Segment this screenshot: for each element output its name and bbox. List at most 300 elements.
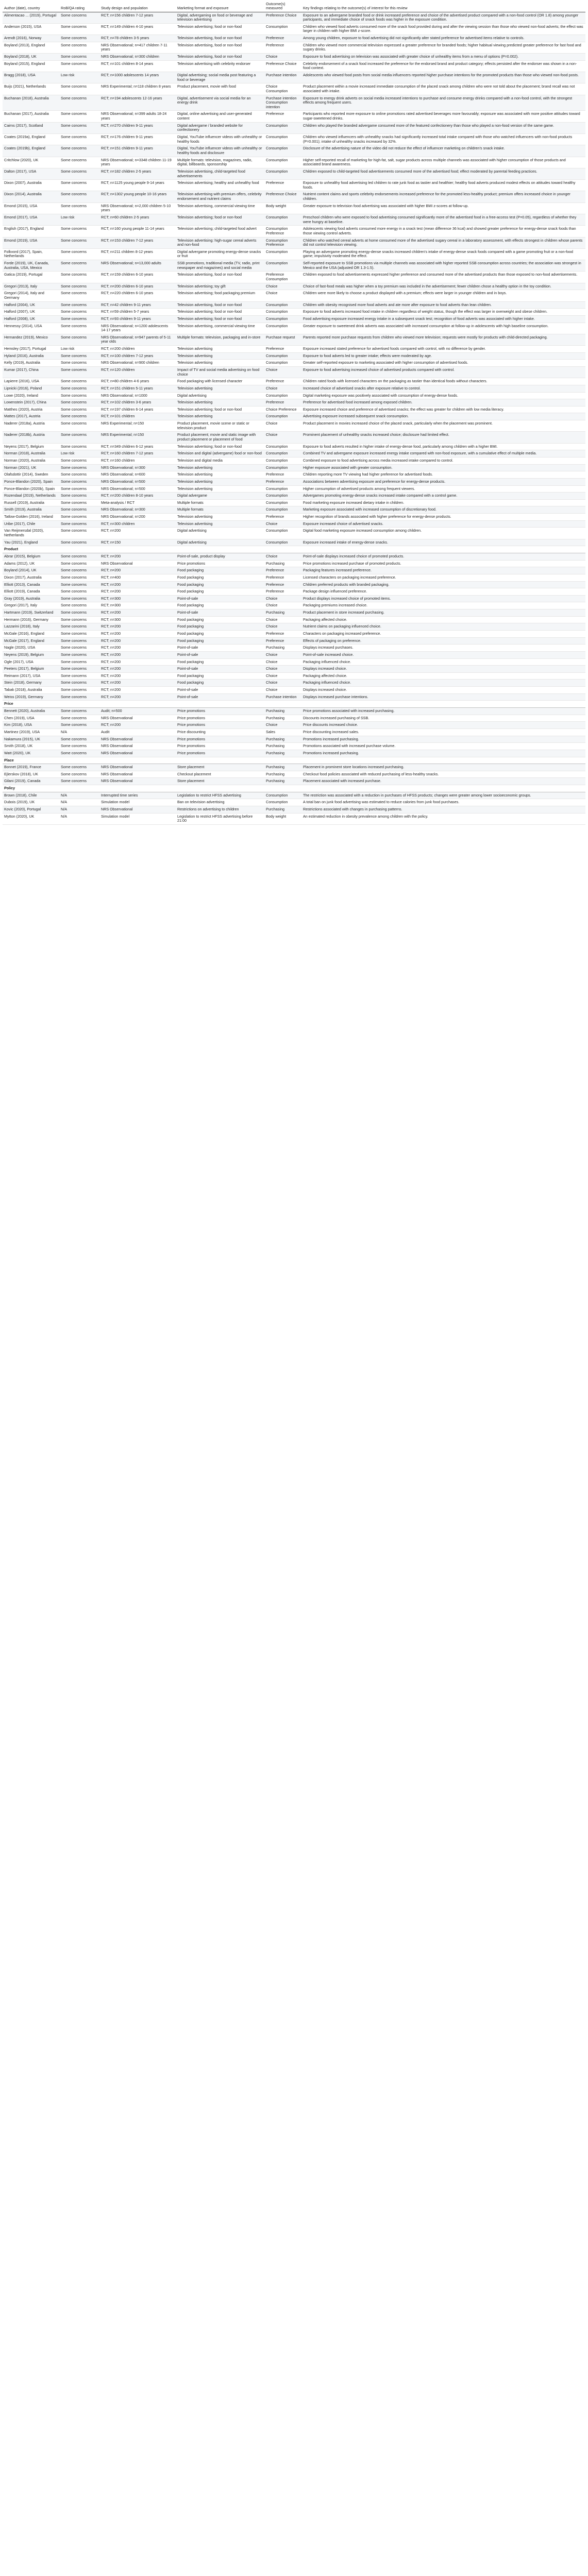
cell-outcome: Preference bbox=[264, 637, 301, 645]
cell-rob: Some concerns bbox=[59, 581, 99, 588]
cell-findings: Displays increased choice. bbox=[301, 666, 585, 673]
cell-outcome: Purchasing bbox=[264, 806, 301, 814]
cell-author: Critchlow (2020), UK bbox=[3, 157, 59, 168]
cell-marketing: Price promotions bbox=[176, 560, 264, 567]
cell-design: RCT; n=220 children 6-10 years bbox=[99, 290, 176, 301]
cell-author: Lowenstein (2017), China bbox=[3, 399, 59, 406]
cell-marketing: Store placement bbox=[176, 764, 264, 771]
cell-rob: Some concerns bbox=[59, 637, 99, 645]
table-row bbox=[3, 728, 585, 736]
cell-findings: Price promotions associated with increased purchasing. bbox=[301, 708, 585, 715]
table-row bbox=[3, 658, 585, 666]
cell-rob: Some concerns bbox=[59, 432, 99, 443]
cell-marketing: Price promotions bbox=[176, 722, 264, 729]
cell-marketing: Checkout placement bbox=[176, 771, 264, 778]
cell-findings: An estimated reduction in obesity prevalence among children with the policy. bbox=[301, 813, 585, 824]
cell-marketing: Television advertising bbox=[176, 471, 264, 479]
cell-outcome: Purchasing bbox=[264, 743, 301, 750]
cell-outcome: Consumption bbox=[264, 485, 301, 493]
page bbox=[0, 1, 588, 2576]
cell-rob: Some concerns bbox=[59, 553, 99, 560]
cell-marketing: Point-of-sale bbox=[176, 651, 264, 658]
cell-findings: Nutrient claims on packaging influenced choice. bbox=[301, 623, 585, 631]
cell-marketing: Point-of-sale bbox=[176, 609, 264, 617]
cell-design: RCT; n=59 children 5-7 years bbox=[99, 309, 176, 316]
cell-outcome: Choice bbox=[264, 367, 301, 378]
cell-outcome: Consumption bbox=[264, 122, 301, 133]
cell-author: Bonnet (2019), France bbox=[3, 764, 59, 771]
cell-findings: Price discounts increased choice. bbox=[301, 722, 585, 729]
cell-rob: Some concerns bbox=[59, 168, 99, 179]
table-row bbox=[3, 323, 585, 334]
cell-author: Arendt (2016), Norway bbox=[3, 35, 59, 42]
cell-outcome: Consumption bbox=[264, 799, 301, 806]
table-row bbox=[3, 35, 585, 42]
cell-design: NRS Observational; n=300 children bbox=[99, 54, 176, 61]
cell-rob: Some concerns bbox=[59, 539, 99, 546]
cell-marketing: Food packaging bbox=[176, 680, 264, 687]
cell-design: RCT; n=300 bbox=[99, 616, 176, 623]
table-row bbox=[3, 666, 585, 673]
cell-author: Boyland (2015), England bbox=[3, 60, 59, 72]
cell-rob: Some concerns bbox=[59, 360, 99, 367]
cell-findings: Packaging affected choice. bbox=[301, 672, 585, 680]
evidence-table bbox=[3, 1, 585, 825]
cell-author: Emond (2019), USA bbox=[3, 237, 59, 248]
cell-author: Halford (2008), UK bbox=[3, 315, 59, 323]
cell-rob: Some concerns bbox=[59, 478, 99, 485]
cell-author: Abrar (2015), Belgium bbox=[3, 553, 59, 560]
cell-design: RCT; n=160 children bbox=[99, 457, 176, 464]
cell-author: Smith (2019), Australia bbox=[3, 506, 59, 514]
cell-design: RCT; n=349 children 6-12 years bbox=[99, 443, 176, 450]
table-row bbox=[3, 413, 585, 420]
cell-design: RCT; n=200 bbox=[99, 528, 176, 539]
cell-findings: Displays increased purchases. bbox=[301, 645, 585, 652]
cell-findings: Price discounting increased sales. bbox=[301, 728, 585, 736]
table-row bbox=[3, 553, 585, 560]
table-row bbox=[3, 616, 585, 623]
cell-marketing: Point-of-sale bbox=[176, 645, 264, 652]
table-row bbox=[3, 145, 585, 157]
cell-rob: Some concerns bbox=[59, 237, 99, 248]
cell-outcome: Preference bbox=[264, 399, 301, 406]
cell-rob: Some concerns bbox=[59, 202, 99, 214]
cell-marketing: Product placement; movie and static image with product placement or placement of food bbox=[176, 432, 264, 443]
cell-author: Dalton (2017), USA bbox=[3, 168, 59, 179]
cell-marketing: Food packaging bbox=[176, 672, 264, 680]
cell-outcome: Consumption bbox=[264, 23, 301, 35]
table-row bbox=[3, 260, 585, 272]
cell-outcome: Choice bbox=[264, 385, 301, 392]
table-row bbox=[3, 630, 585, 637]
cell-findings: Choice of fast-food meals was higher when a toy premium was included in the advertisement; fewer children chose a healthy option in the toy condition. bbox=[301, 283, 585, 290]
table-row bbox=[3, 214, 585, 225]
cell-author: Uribe (2017), Chile bbox=[3, 520, 59, 528]
cell-findings: Children who watched cereal adverts at home consumed more of the advertised sugary cereal in a laboratory assessment, with effects strongest in children whose parents did not control television viewing. bbox=[301, 237, 585, 248]
cell-author: Rozendaal (2019), Netherlands bbox=[3, 493, 59, 500]
cell-rob: Some concerns bbox=[59, 485, 99, 493]
cell-design: RCT; n=1000 adolescents 14 years bbox=[99, 72, 176, 83]
cell-findings: Disclosure of the advertising nature of the video did not reduce the effect of influencer marketing on children's snack intake. bbox=[301, 145, 585, 157]
cell-marketing: Multiple formats: television, magazines, radio, digital, billboards, sponsorship bbox=[176, 157, 264, 168]
cell-design: RCT; n=1125 young people 9-14 years bbox=[99, 180, 176, 191]
cell-marketing: Digital, advergaming on food or beverage and television advertising bbox=[176, 12, 264, 23]
cell-findings: Marketing exposure associated with increased consumption of discretionary food. bbox=[301, 506, 585, 514]
cell-author: Weiss (2019), Germany bbox=[3, 693, 59, 701]
table-row bbox=[3, 360, 585, 367]
cell-marketing: Food packaging with licensed character bbox=[176, 378, 264, 385]
cell-findings: Product placement in movies increased choice of the placed snack, particularly when the placement was prominent. bbox=[301, 420, 585, 432]
cell-outcome: Preference bbox=[264, 346, 301, 353]
cell-outcome: Choice bbox=[264, 672, 301, 680]
cell-design: RCT; n=200 bbox=[99, 623, 176, 631]
cell-marketing: Legislation to restrict HFSS advertising before 21:00 bbox=[176, 813, 264, 824]
cell-author: Gatica (2019), Portugal bbox=[3, 272, 59, 283]
table-row bbox=[3, 799, 585, 806]
cell-outcome: Consumption bbox=[264, 315, 301, 323]
table-row bbox=[3, 406, 585, 413]
group-row bbox=[3, 701, 585, 708]
cell-author: Kumar (2017), China bbox=[3, 367, 59, 378]
cell-author: Dixon (2007), Australia bbox=[3, 180, 59, 191]
cell-rob: Some concerns bbox=[59, 645, 99, 652]
cell-marketing: Television advertising: high-sugar cereal adverts and non-food bbox=[176, 237, 264, 248]
cell-marketing: Food packaging bbox=[176, 581, 264, 588]
cell-author: Boyland (2018), UK bbox=[3, 54, 59, 61]
table-row bbox=[3, 520, 585, 528]
cell-findings: Promotions associated with increased purchase volume. bbox=[301, 743, 585, 750]
cell-marketing: Television advertising bbox=[176, 413, 264, 420]
cell-findings: Adolescents who viewed food posts from social media influencers reported higher purchase intentions for the promoted products than those who viewed non-food posts. bbox=[301, 72, 585, 83]
header-author: Author (date), country bbox=[3, 1, 59, 12]
table-row bbox=[3, 645, 585, 652]
cell-rob: Some concerns bbox=[59, 520, 99, 528]
cell-rob: Some concerns bbox=[59, 111, 99, 122]
cell-outcome: Consumption bbox=[264, 464, 301, 471]
cell-author: Buchanan (2017), Australia bbox=[3, 111, 59, 122]
cell-outcome: Consumption Preference bbox=[264, 226, 301, 237]
cell-design: RCT; n=60 children 2-5 years bbox=[99, 214, 176, 225]
table-row bbox=[3, 778, 585, 785]
cell-rob: Low risk bbox=[59, 450, 99, 457]
cell-marketing: Food packaging bbox=[176, 658, 264, 666]
cell-author: Lipnicki (2016), Poland bbox=[3, 385, 59, 392]
cell-marketing: Television advertising; food or non-food bbox=[176, 315, 264, 323]
cell-outcome: Consumption bbox=[264, 157, 301, 168]
cell-rob: Some concerns bbox=[59, 680, 99, 687]
cell-design: RCT; n=80 children 4-6 years bbox=[99, 378, 176, 385]
cell-outcome: Choice bbox=[264, 687, 301, 694]
cell-author: Dubois (2019), UK bbox=[3, 799, 59, 806]
cell-marketing: Price promotions bbox=[176, 743, 264, 750]
header-findings: Key findings relating to the outcome(s) of interest for this review bbox=[301, 1, 585, 12]
cell-outcome: Preference Choice bbox=[264, 60, 301, 72]
cell-outcome: Preference bbox=[264, 180, 301, 191]
table-row bbox=[3, 83, 585, 95]
cell-rob: Some concerns bbox=[59, 602, 99, 609]
cell-design: Interrupted time series bbox=[99, 792, 176, 799]
cell-findings: Children who viewed influencers with unhealthy snacks had significantly increased total intake compared with those who watched influencers with non-food products (P=0.001); intake of unhealthy snacks increased by 32%. bbox=[301, 134, 585, 145]
cell-marketing: Digital, online advertising and user-generated content bbox=[176, 111, 264, 122]
table-row bbox=[3, 72, 585, 83]
cell-design: RCT; n=160 children 7-12 years bbox=[99, 450, 176, 457]
cell-outcome: Consumption bbox=[264, 134, 301, 145]
cell-rob: Some concerns bbox=[59, 145, 99, 157]
group-title: Place bbox=[3, 757, 585, 764]
cell-marketing: Digital advertising bbox=[176, 528, 264, 539]
cell-marketing: Point-of-sale bbox=[176, 687, 264, 694]
cell-rob: Some concerns bbox=[59, 367, 99, 378]
cell-author: McGale (2017), England bbox=[3, 637, 59, 645]
cell-marketing: Television advertising; food or non-food bbox=[176, 443, 264, 450]
cell-design: NRS Observational; n=500 bbox=[99, 478, 176, 485]
cell-findings: Parents reported more purchase requests from children who viewed more television; requests were mostly for products with child-directed packaging. bbox=[301, 334, 585, 345]
cell-findings: Among young children, exposure to food advertising did not significantly alter stated preference for advertised items relative to controls. bbox=[301, 35, 585, 42]
cell-author: Bragg (2018), USA bbox=[3, 72, 59, 83]
cell-rob: Some concerns bbox=[59, 778, 99, 785]
cell-findings: Greater exposure to sweetened drink adverts was associated with increased consumption at follow-up in adolescents with high baseline consumption. bbox=[301, 323, 585, 334]
cell-findings: Exposure to food advertising on television was associated with greater choice of unhealthy items from a menu of options (P=0.002). bbox=[301, 54, 585, 61]
group-row bbox=[3, 546, 585, 553]
cell-outcome: Choice Preference bbox=[264, 406, 301, 413]
cell-outcome: Preference bbox=[264, 514, 301, 521]
cell-author: Hartmann (2019), Switzerland bbox=[3, 609, 59, 617]
cell-findings: Advertising exposure increased subsequent snack consumption. bbox=[301, 413, 585, 420]
cell-author: Tatlow-Golden (2016), Ireland bbox=[3, 514, 59, 521]
cell-outcome: Purchasing bbox=[264, 764, 301, 771]
cell-author: Ponce-Blandon (2020), Spain bbox=[3, 478, 59, 485]
cell-marketing: Multiple formats bbox=[176, 506, 264, 514]
table-row bbox=[3, 471, 585, 479]
cell-marketing: Price promotions bbox=[176, 708, 264, 715]
cell-findings: Exposure increased choice of advertised snacks. bbox=[301, 520, 585, 528]
cell-marketing: Legislation to restrict HFSS advertising bbox=[176, 792, 264, 799]
cell-outcome: Body weight bbox=[264, 813, 301, 824]
cell-design: NRS Observational; n=13,000 adults bbox=[99, 260, 176, 272]
cell-marketing: Impact of TV and social media advertising on food choice bbox=[176, 367, 264, 378]
cell-rob: N/A bbox=[59, 813, 99, 824]
cell-findings: Exposure to food adverts increased food intake in children regardless of weight status, though the effect was larger in overweight and obese children. bbox=[301, 309, 585, 316]
cell-findings: Point-of-sale displays increased choice of promoted products. bbox=[301, 553, 585, 560]
table-row bbox=[3, 352, 585, 360]
cell-design: RCT; n=200 bbox=[99, 645, 176, 652]
cell-rob: Some concerns bbox=[59, 609, 99, 617]
cell-marketing: Restrictions on advertising to children bbox=[176, 806, 264, 814]
cell-rob: Some concerns bbox=[59, 248, 99, 260]
cell-findings: Placement in prominent store locations increased purchasing. bbox=[301, 764, 585, 771]
cell-outcome: Purchase request bbox=[264, 334, 301, 345]
table-row bbox=[3, 581, 585, 588]
table-row bbox=[3, 560, 585, 567]
cell-outcome: Preference bbox=[264, 630, 301, 637]
cell-author: Neyens (2019), Belgium bbox=[3, 651, 59, 658]
table-row bbox=[3, 806, 585, 814]
cell-marketing: Television and digital (advergame) food or non-food bbox=[176, 450, 264, 457]
cell-rob: Some concerns bbox=[59, 574, 99, 581]
table-row bbox=[3, 764, 585, 771]
table-row bbox=[3, 315, 585, 323]
table-row bbox=[3, 95, 585, 111]
cell-rob: Low risk bbox=[59, 214, 99, 225]
cell-findings: The restriction was associated with a reduction in purchases of HFSS products; changes were greater among lower socioeconomic groups. bbox=[301, 792, 585, 799]
cell-marketing: Television advertising, child-targeted food advertisements bbox=[176, 168, 264, 179]
cell-outcome: Consumption bbox=[264, 493, 301, 500]
cell-author: Mytton (2020), UK bbox=[3, 813, 59, 824]
cell-author: Buchanan (2018), Australia bbox=[3, 95, 59, 111]
cell-marketing: Point-of-sale, product display bbox=[176, 553, 264, 560]
table-row bbox=[3, 191, 585, 202]
cell-author: Buijs (2021), Netherlands bbox=[3, 83, 59, 95]
cell-findings: Checkout food policies associated with reduced purchasing of less-healthy snacks. bbox=[301, 771, 585, 778]
table-row bbox=[3, 283, 585, 290]
cell-design: NRS Observational; n=1000 bbox=[99, 392, 176, 399]
cell-rob: Some concerns bbox=[59, 743, 99, 750]
cell-author: Elliott (2013), Canada bbox=[3, 581, 59, 588]
cell-marketing: Multiple formats: television, packaging and in-store bbox=[176, 334, 264, 345]
table-row bbox=[3, 623, 585, 631]
cell-author: Gilani (2019), Canada bbox=[3, 778, 59, 785]
cell-outcome: Body weight bbox=[264, 202, 301, 214]
cell-author: Ponce-Blandon (2020b), Spain bbox=[3, 485, 59, 493]
cell-outcome: Purchase intention bbox=[264, 693, 301, 701]
cell-design: RCT; n=159 children 6-10 years bbox=[99, 272, 176, 283]
cell-findings: A total ban on junk food advertising was estimated to reduce calories from junk food purchases. bbox=[301, 799, 585, 806]
table-row bbox=[3, 574, 585, 581]
cell-marketing: Television advertising bbox=[176, 520, 264, 528]
cell-author: Lazzarini (2018), Italy bbox=[3, 623, 59, 631]
cell-marketing: Television advertising; food or non-food bbox=[176, 309, 264, 316]
cell-findings: Effects of packaging on preference. bbox=[301, 637, 585, 645]
cell-findings: Exposure to food adverts led to greater intake; effects were moderated by age. bbox=[301, 352, 585, 360]
cell-marketing: Price promotions bbox=[176, 736, 264, 743]
cell-rob: Some concerns bbox=[59, 35, 99, 42]
cell-rob: Some concerns bbox=[59, 54, 99, 61]
cell-rob: Some concerns bbox=[59, 708, 99, 715]
cell-outcome: Purchase intention bbox=[264, 72, 301, 83]
cell-findings: Prominent placement of unhealthy snacks increased choice; disclosure had limited effect. bbox=[301, 432, 585, 443]
table-row bbox=[3, 693, 585, 701]
cell-rob: Some concerns bbox=[59, 157, 99, 168]
cell-outcome: Consumption bbox=[264, 450, 301, 457]
group-title: Product bbox=[3, 546, 585, 553]
cell-rob: Some concerns bbox=[59, 180, 99, 191]
cell-rob: Some concerns bbox=[59, 514, 99, 521]
cell-marketing: Digital, YouTube influencer videos with unhealthy or healthy foods and disclosure bbox=[176, 145, 264, 157]
cell-design: NRS Observational; n=500 bbox=[99, 485, 176, 493]
cell-marketing: Television advertising; food packaging premium bbox=[176, 290, 264, 301]
cell-outcome: Preference bbox=[264, 471, 301, 479]
cell-author: Adams (2012), UK bbox=[3, 560, 59, 567]
cell-author: Stein (2018), Germany bbox=[3, 680, 59, 687]
cell-outcome: Purchase intention Consumption intention bbox=[264, 95, 301, 111]
table-header bbox=[3, 1, 585, 12]
cell-findings: Combined exposure to food advertising across media increased intake compared to control. bbox=[301, 457, 585, 464]
cell-marketing: Television advertising; child-targeted food advert bbox=[176, 226, 264, 237]
cell-outcome: Preference bbox=[264, 42, 301, 53]
cell-outcome: Preference bbox=[264, 111, 301, 122]
cell-findings: Children exposed to food advertisements expressed higher preference and consumed more of the advertised products than those exposed to non-food advertisements. bbox=[301, 272, 585, 283]
cell-marketing: Television advertising, food or non-food bbox=[176, 35, 264, 42]
cell-author: Kim (2018), USA bbox=[3, 722, 59, 729]
cell-marketing: Food packaging bbox=[176, 588, 264, 596]
cell-outcome: Purchasing bbox=[264, 609, 301, 617]
cell-outcome: Consumption bbox=[264, 539, 301, 546]
cell-outcome: Purchasing bbox=[264, 708, 301, 715]
cell-design: RCT; n=200 bbox=[99, 680, 176, 687]
table-row bbox=[3, 226, 585, 237]
cell-author: McGale (2016), England bbox=[3, 630, 59, 637]
cell-design: RCT; n=200 bbox=[99, 581, 176, 588]
table-row bbox=[3, 42, 585, 53]
cell-author: Van Reijmersdal (2020), Netherlands bbox=[3, 528, 59, 539]
cell-design: NRS Observational bbox=[99, 778, 176, 785]
cell-rob: Low risk bbox=[59, 346, 99, 353]
cell-outcome: Consumption bbox=[264, 248, 301, 260]
cell-findings: Exposure to food advertising increased choice of advertised products compared with control. bbox=[301, 367, 585, 378]
table-row bbox=[3, 588, 585, 596]
table-row bbox=[3, 485, 585, 493]
cell-rob: Some concerns bbox=[59, 272, 99, 283]
cell-marketing: Television advertising bbox=[176, 399, 264, 406]
cell-outcome: Choice Consumption bbox=[264, 83, 301, 95]
table-row bbox=[3, 168, 585, 179]
cell-findings: Product placement in store increased purchasing. bbox=[301, 609, 585, 617]
group-title: Policy bbox=[3, 785, 585, 792]
table-row bbox=[3, 392, 585, 399]
cell-findings: Packaging influenced choice. bbox=[301, 680, 585, 687]
cell-outcome: Purchasing bbox=[264, 715, 301, 722]
cell-rob: Some concerns bbox=[59, 736, 99, 743]
cell-rob: Some concerns bbox=[59, 309, 99, 316]
cell-findings: Placement associated with increased purchase. bbox=[301, 778, 585, 785]
cell-design: RCT; n=200 bbox=[99, 658, 176, 666]
cell-author: Tabak (2018), Australia bbox=[3, 687, 59, 694]
cell-design: RCT; n=300 children bbox=[99, 520, 176, 528]
cell-author: Elliott (2019), Canada bbox=[3, 588, 59, 596]
cell-outcome: Preference Consumption bbox=[264, 272, 301, 283]
cell-rob: Some concerns bbox=[59, 23, 99, 35]
cell-design: RCT; n=102 children 3-6 years bbox=[99, 399, 176, 406]
cell-findings: Packaging features increased preference. bbox=[301, 567, 585, 574]
cell-author: Kelly (2019), Australia bbox=[3, 360, 59, 367]
cell-rob: Some concerns bbox=[59, 567, 99, 574]
table-row bbox=[3, 301, 585, 309]
header-marketing: Marketing format and exposure bbox=[176, 1, 264, 12]
cell-design: RCT; n=200 bbox=[99, 553, 176, 560]
cell-design: Simulation model bbox=[99, 813, 176, 824]
cell-design: RCT; n=150 bbox=[99, 539, 176, 546]
cell-rob: Some concerns bbox=[59, 385, 99, 392]
table-row bbox=[3, 715, 585, 722]
table-row bbox=[3, 54, 585, 61]
cell-design: RCT; n=78 children 3-5 years bbox=[99, 35, 176, 42]
cell-findings: Higher consumption of advertised products among frequent viewers. bbox=[301, 485, 585, 493]
cell-author: Chen (2019), USA bbox=[3, 715, 59, 722]
cell-marketing: Product placement, movie with food bbox=[176, 83, 264, 95]
cell-outcome: Preference bbox=[264, 378, 301, 385]
cell-outcome: Consumption bbox=[264, 309, 301, 316]
cell-author: Halford (2004), UK bbox=[3, 301, 59, 309]
cell-design: RCT; n=200 bbox=[99, 693, 176, 701]
cell-author: Coates (2019a), England bbox=[3, 134, 59, 145]
cell-author: Norman (2021), UK bbox=[3, 464, 59, 471]
cell-outcome: Choice bbox=[264, 432, 301, 443]
cell-design: NRS Experimental; n=118 children 8 years bbox=[99, 83, 176, 95]
cell-design: RCT; n=100 children 7-12 years bbox=[99, 352, 176, 360]
cell-marketing: Point-of-sale bbox=[176, 693, 264, 701]
cell-author: Nagle (2020), USA bbox=[3, 645, 59, 652]
